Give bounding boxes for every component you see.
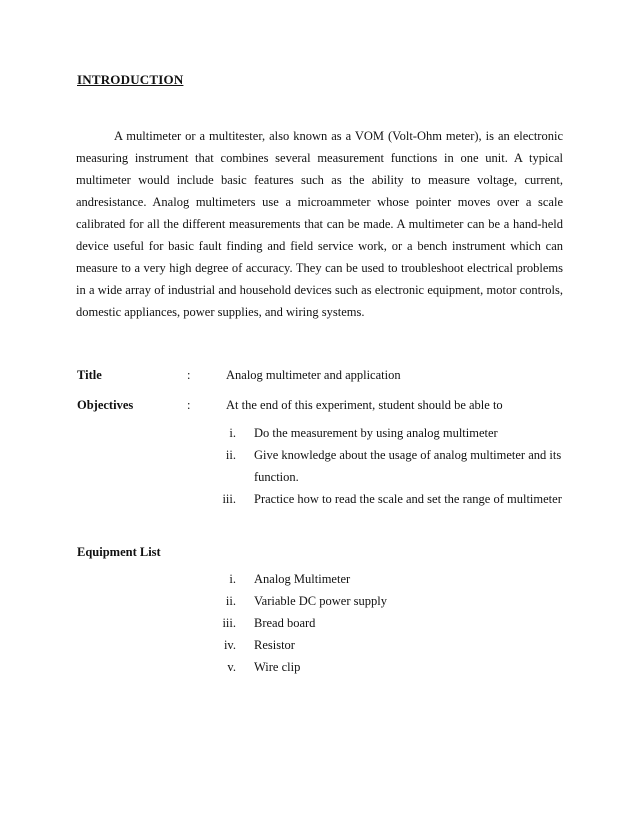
list-item-text: Give knowledge about the usage of analog multimeter and its function. xyxy=(254,448,562,484)
objectives-label: Objectives xyxy=(77,398,134,412)
title-label: Title xyxy=(77,368,102,382)
list-item-number: i. xyxy=(229,572,236,586)
title-colon: : xyxy=(187,368,191,382)
list-item-text: Resistor xyxy=(254,638,295,652)
list-item-number: iii. xyxy=(222,616,236,630)
list-item xyxy=(210,656,510,678)
objectives-colon: : xyxy=(187,398,191,412)
list-item-text: Wire clip xyxy=(254,660,301,674)
list-item-text: Bread board xyxy=(254,616,316,630)
list-item-number: i. xyxy=(229,426,236,440)
list-item xyxy=(210,444,565,488)
list-item xyxy=(210,488,565,510)
list-item-text: Analog Multimeter xyxy=(254,572,351,586)
list-item-number: ii. xyxy=(225,448,236,462)
equipment-list xyxy=(210,568,510,678)
list-item-number: v. xyxy=(227,660,236,674)
list-item xyxy=(210,612,510,634)
list-item-number: iii. xyxy=(222,492,236,506)
list-item xyxy=(210,590,510,612)
objectives-intro: At the end of this experiment, student should be able to xyxy=(226,398,503,412)
list-item xyxy=(210,422,565,444)
list-item-number: iv. xyxy=(223,638,236,652)
list-item-text: Variable DC power supply xyxy=(254,594,387,608)
list-item-number: ii. xyxy=(225,594,236,608)
introduction-paragraph: A multimeter or a multitester, also known as a VOM (Volt-Ohm meter), is an electronic measuring instrument that combines several measurement functions in one unit. A typical multimeter would include basic features such as the ability to measure voltage, current, andresistance. Analog multimeters use a microammeter whose pointer moves over a scale calibrated for all the different measurements that can be made. A multimeter can be a hand-held device useful for basic fault finding and field service work, or a bench instrument which can measure to a very high degree of accuracy. They can be used to troubleshoot electrical problems in a wide array of industrial and household devices such as electronic equipment, motor controls, domestic appliances, power supplies, and wiring systems. xyxy=(76,129,563,319)
list-item-text: Do the measurement by using analog multimeter xyxy=(254,426,498,440)
equipment-list-label: Equipment List xyxy=(77,545,161,559)
section-heading-introduction: INTRODUCTION xyxy=(77,72,184,87)
list-item xyxy=(210,634,510,656)
objectives-list xyxy=(210,422,565,510)
title-value: Analog multimeter and application xyxy=(226,368,401,382)
list-item xyxy=(210,568,510,590)
list-item-text: Practice how to read the scale and set the range of multimeter xyxy=(254,492,562,506)
